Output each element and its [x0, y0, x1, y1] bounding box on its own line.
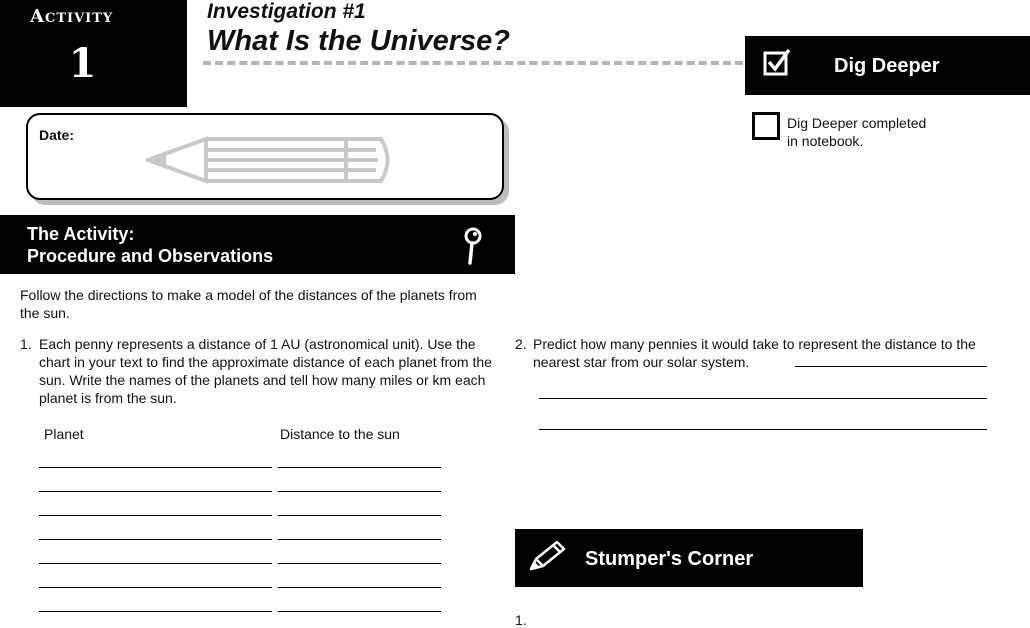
question-2-number: 2.: [515, 336, 527, 352]
dig-deeper-checkbox[interactable]: [752, 112, 780, 140]
planet-answer-line[interactable]: [39, 587, 272, 588]
column-header-distance: Distance to the sun: [280, 426, 400, 442]
distance-answer-line[interactable]: [278, 611, 441, 612]
activity-label: Activity: [30, 6, 114, 27]
dig-deeper-line2: in notebook.: [787, 133, 864, 149]
activity-number: 1: [68, 40, 97, 87]
magnifier-icon: [462, 227, 484, 265]
question-2-answer-line[interactable]: [539, 398, 987, 399]
date-field[interactable]: [26, 113, 504, 200]
page-title: What Is the Universe?: [207, 25, 510, 57]
question-2-text: Predict how many pennies it would take to represent the distance to the nearest star from our solar system.: [533, 336, 976, 370]
planet-answer-line[interactable]: [39, 491, 272, 492]
column-header-planet: Planet: [44, 426, 84, 442]
dig-deeper-header: [745, 36, 1030, 95]
planet-answer-line[interactable]: [39, 611, 272, 612]
planet-answer-line[interactable]: [39, 467, 272, 468]
procedure-header: [0, 215, 515, 274]
distance-answer-line[interactable]: [278, 563, 441, 564]
question-1-text: Each penny represents a distance of 1 AU (astronomical unit). Use the chart in your text to find the approximate distance of each planet from the sun. Write the names of the planets and tell how many miles or km each planet is from the sun.: [39, 336, 492, 406]
planet-answer-line[interactable]: [39, 563, 272, 564]
planet-answer-line[interactable]: [39, 539, 272, 540]
procedure-title-line1: The Activity:: [27, 224, 135, 244]
distance-answer-line[interactable]: [278, 491, 441, 492]
dig-deeper-line1: Dig Deeper completed: [787, 115, 927, 131]
checkbox-checked-icon: [763, 48, 791, 76]
distance-answer-line[interactable]: [278, 587, 441, 588]
question-1-number: 1.: [20, 336, 32, 352]
procedure-title: [27, 223, 273, 267]
intro-text: Follow the directions to make a model of the distances of the planets from the sun.: [20, 287, 477, 321]
investigation-subtitle: Investigation #1: [207, 0, 366, 23]
stumpers-corner-header: [515, 529, 863, 587]
distance-answer-line[interactable]: [278, 539, 441, 540]
stumpers-corner-title: Stumper's Corner: [585, 548, 754, 570]
pencil-icon: [146, 135, 396, 185]
activity-badge: [0, 0, 187, 107]
question-2-answer-line[interactable]: [539, 429, 987, 430]
question-2-inline-blank[interactable]: [795, 366, 987, 367]
distance-answer-line[interactable]: [278, 515, 441, 516]
dashed-divider: [203, 61, 743, 65]
dig-deeper-checkbox-label: [787, 114, 987, 150]
dig-deeper-title: Dig Deeper: [834, 55, 940, 77]
stumper-question-number: 1.: [515, 612, 527, 628]
distance-answer-line[interactable]: [278, 467, 441, 468]
planet-answer-line[interactable]: [39, 515, 272, 516]
procedure-title-line2: Procedure and Observations: [27, 246, 274, 266]
pencil-icon: [527, 539, 567, 573]
date-label: Date:: [39, 127, 75, 143]
